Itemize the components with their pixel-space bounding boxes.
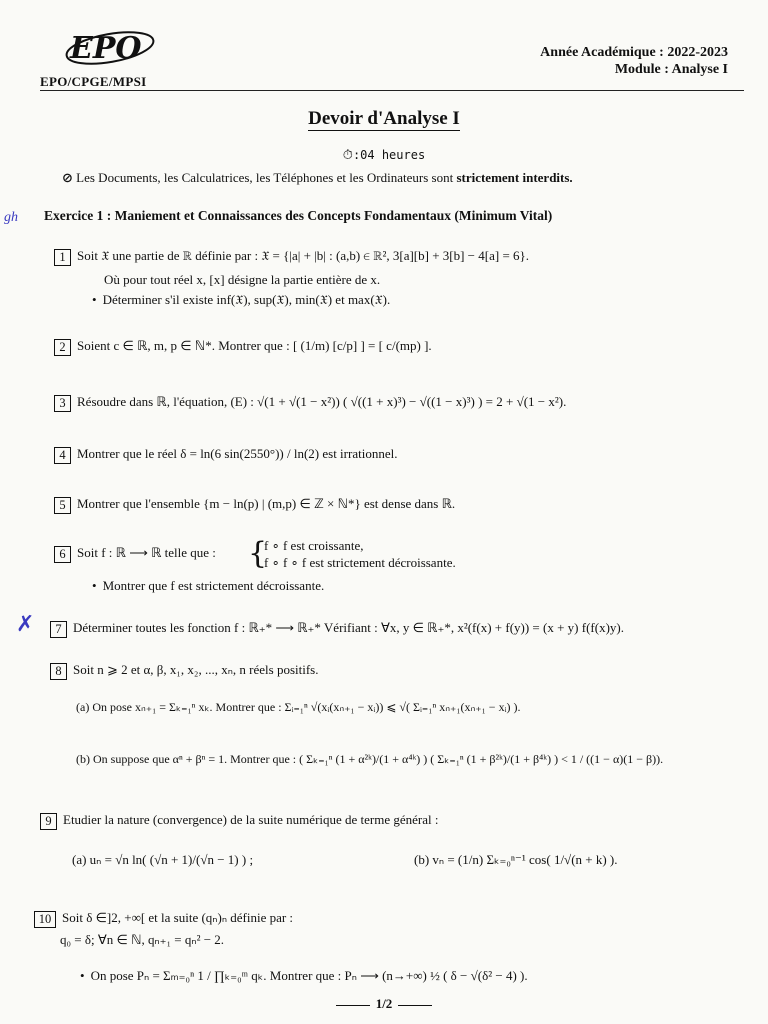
question-7: [50, 620, 624, 638]
question-10-task: • On pose Pₙ = Σₘ₌₀ⁿ 1 / ∏ₖ₌₀ᵐ qₖ. Montrer que : Pₙ ⟶ (n→+∞) ½ ( δ − √(δ² − 4) ).: [80, 968, 528, 984]
question-9-part-b: (b) vₙ = (1/n) Σₖ₌₀ⁿ⁻¹ cos( 1/√(n + k) ).: [414, 852, 618, 867]
question-text: Déterminer toutes les fonction f : ℝ₊* ⟶ ℝ₊* Vérifiant : ∀x, y ∈ ℝ₊*, x²(f(x) + f(y)) = (x + y) f(f(x)y).: [73, 620, 624, 635]
question-text: Etudier la nature (convergence) de la suite numérique de terme général :: [63, 812, 439, 827]
cross-mark: ✗: [16, 612, 35, 637]
school-logo: [60, 26, 158, 76]
question-8-part-a: (a) On pose xₙ₊₁ = Σₖ₌₁ⁿ xₖ. Montrer que : Σᵢ₌₁ⁿ √(xᵢ(xₙ₊₁ − xᵢ)) ⩽ √( Σᵢ₌₁ⁿ xₙ₊₁(xₙ₊₁ − xᵢ) ).: [76, 700, 521, 714]
question-6-case-2: f ∘ f ∘ f est strictement décroissante.: [264, 555, 456, 570]
page-title: Devoir d'Analyse I: [308, 108, 460, 129]
question-number: 5: [54, 497, 71, 514]
question-8: [50, 662, 318, 680]
logo-text: EPO: [70, 31, 142, 66]
school-line: EPO/CPGE/MPSI: [40, 74, 147, 89]
duration: [0, 148, 768, 163]
question-6-case-1: f ∘ f est croissante,: [264, 538, 364, 553]
question-number: 10: [34, 911, 56, 928]
question-1-task: • Déterminer s'il existe inf(𝔛), sup(𝔛), min(𝔛) et max(𝔛).: [92, 292, 390, 308]
question-number: 9: [40, 813, 57, 830]
question-number: 1: [54, 249, 71, 266]
clock-icon: ⏱: [342, 148, 353, 163]
question-text: Montrer que l'ensemble {m − ln(p) | (m,p) ∈ ℤ × ℕ*} est dense dans ℝ.: [77, 496, 456, 511]
question-number: 4: [54, 447, 71, 464]
module-name: Module : Analyse I: [614, 62, 728, 77]
rules-emphasis: strictement interdits.: [456, 170, 573, 185]
page-number: 1/2: [0, 996, 768, 1012]
question-text: Résoudre dans ℝ, l'équation, (E) : √(1 + √(1 − x²)) ( √((1 + x)³) − √((1 − x)³) ) = 2 + √(1 − x²).: [77, 394, 567, 409]
header-divider: [40, 90, 744, 91]
question-1-note: Où pour tout réel x, [x] désigne la partie entière de x.: [104, 272, 381, 287]
brace: {: [248, 536, 268, 571]
rules-text: Les Documents, les Calculatrices, les Téléphones et les Ordinateurs sont: [76, 170, 454, 185]
question-4: [54, 446, 397, 464]
question-text: Soit n ⩾ 2 et α, β, x₁, x₂, ..., xₙ, n réels positifs.: [73, 662, 319, 677]
question-2: [54, 338, 432, 356]
forbidden-icon: ⊘: [62, 171, 73, 186]
question-text: Soient c ∈ ℝ, m, p ∈ ℕ*. Montrer que : [ (1/m) [c/p] ] = [ c/(mp) ].: [77, 338, 432, 353]
question-number: 3: [54, 395, 71, 412]
question-number: 6: [54, 546, 71, 563]
exam-rules: [62, 170, 573, 186]
question-text: Montrer que le réel δ = ln(6 sin(2550°)) / ln(2) est irrationnel.: [77, 446, 398, 461]
handwritten-note: gh: [4, 210, 18, 225]
duration-text: :04 heures: [352, 148, 426, 162]
question-1: [54, 248, 529, 266]
question-text: Soit f : ℝ ⟶ ℝ telle que :: [77, 545, 216, 560]
question-number: 7: [50, 621, 67, 638]
question-text: Soit 𝔛 une partie de ℝ définie par : 𝔛 = {|a| + |b| : (a,b) ∈ ℝ², 3[a][b] + 3[b] − 4[a] = 6}.: [77, 248, 530, 263]
question-5: [54, 496, 455, 514]
question-3: [54, 394, 566, 412]
question-text: Soit δ ∈]2, +∞[ et la suite (qₙ)ₙ définie par :: [62, 910, 294, 925]
question-6-task: • Montrer que f est strictement décroissante.: [92, 578, 324, 594]
header-info: [540, 44, 728, 78]
question-10: [34, 910, 293, 928]
question-9-part-a: (a) uₙ = √n ln( (√n + 1)/(√n − 1) ) ;: [72, 852, 254, 867]
question-10-definition: q₀ = δ; ∀n ∈ ℕ, qₙ₊₁ = qₙ² − 2.: [60, 932, 225, 947]
question-9: [40, 812, 439, 830]
exercise-title: Exercice 1 : Maniement et Connaissances des Concepts Fondamentaux (Minimum Vital): [44, 208, 553, 223]
question-8-part-b: (b) On suppose que αⁿ + βⁿ = 1. Montrer que : ( Σₖ₌₁ⁿ (1 + α²ᵏ)/(1 + α⁴ᵏ) ) ( Σₖ₌₁ⁿ (1 + β²ᵏ)/(1 + β⁴ᵏ) ) < 1 / ((1 − α)(1 − β)).: [76, 752, 664, 766]
question-number: 8: [50, 663, 67, 680]
question-6: [54, 545, 216, 563]
academic-year: Année Académique : 2022-2023: [540, 45, 728, 60]
question-number: 2: [54, 339, 71, 356]
